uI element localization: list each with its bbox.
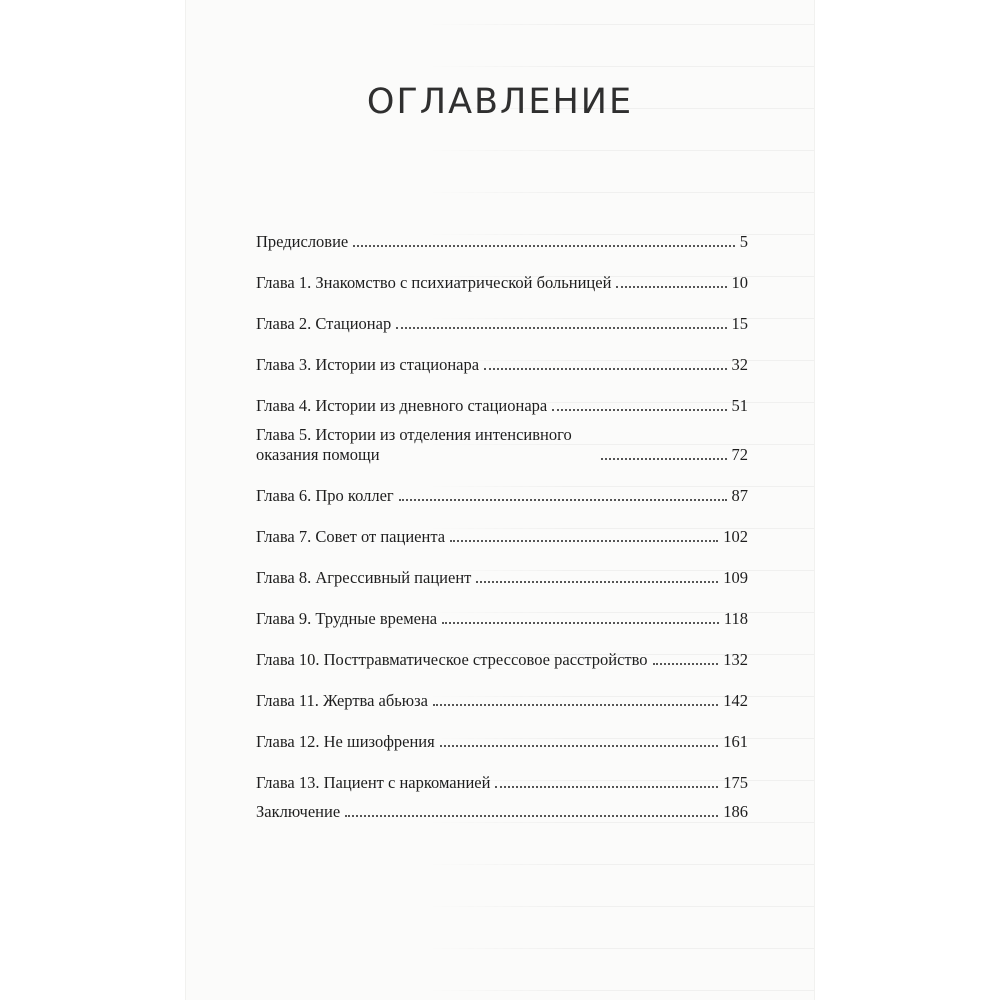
table-of-contents [256,232,748,843]
toc-entry-page: 102 [723,527,748,546]
toc-entry-chapter-13 [256,773,748,793]
dot-leader [433,704,718,706]
dot-leader [476,581,718,583]
toc-entry-page: 51 [731,396,748,415]
toc-entry-page: 5 [739,232,748,251]
toc-entry-label: Глава 4. Истории из дневного стационара [256,396,548,415]
dot-leader [450,540,718,542]
toc-entry-label: Глава 1. Знакомство с психиатрической больницей [256,273,612,292]
toc-entry-label: Глава 9. Трудные времена [256,609,438,628]
toc-entry-page: 10 [731,273,748,292]
toc-entry-label: Глава 2. Стационар [256,314,392,333]
toc-entry-chapter-9 [256,609,748,629]
dot-leader [484,368,726,370]
book-page [186,0,814,1000]
toc-entry-page: 87 [731,486,748,505]
dot-leader [616,286,726,288]
dot-leader [440,745,719,747]
toc-entry-label: Глава 11. Жертва абьюза [256,691,428,710]
toc-entry-label: Глава 6. Про коллег [256,486,394,505]
toc-entry-conclusion [256,802,748,822]
dot-leader [396,327,726,329]
toc-entry-page: 161 [723,732,748,751]
toc-entry-label: Глава 10. Посттравматическое стрессовое расстройство [256,650,648,669]
toc-entry-label: Глава 3. Истории из стационара [256,355,480,374]
toc-entry-chapter-5 [256,425,748,465]
toc-entry-page: 175 [723,773,748,792]
toc-entry-page: 142 [723,691,748,710]
toc-entry-chapter-11 [256,691,748,711]
toc-entry-chapter-4 [256,396,748,416]
toc-entry-page: 32 [731,355,748,374]
toc-entry-label: Глава 7. Совет от пациента [256,527,446,546]
dot-leader [552,409,726,411]
toc-entry-label: Глава 5. Истории из отделения интенсивного оказания помощи [256,425,572,464]
toc-entry-preface [256,232,748,252]
dot-leader [495,786,718,788]
dot-leader [345,815,718,817]
toc-entry-page: 132 [723,650,748,669]
dot-leader [653,663,719,665]
toc-entry-chapter-12 [256,732,748,752]
toc-entry-chapter-10 [256,650,748,670]
toc-entry-page: 118 [723,609,748,628]
toc-entry-label: Заключение [256,802,341,821]
toc-entry-chapter-2 [256,314,748,334]
toc-entry-label: Глава 8. Агрессивный пациент [256,568,472,587]
toc-entry-chapter-3 [256,355,748,375]
toc-entry-page: 186 [723,802,748,821]
toc-entry-chapter-7 [256,527,748,547]
toc-entry-page: 109 [723,568,748,587]
toc-entry-chapter-8 [256,568,748,588]
toc-entry-label: Глава 13. Пациент с наркоманией [256,773,491,792]
toc-entry-page: 15 [731,314,748,333]
toc-entry-page: 72 [731,445,748,464]
page-title: ОГЛАВЛЕНИЕ [366,82,634,122]
toc-entry-label: Предисловие [256,232,349,251]
toc-entry-label: Глава 12. Не шизофрения [256,732,435,751]
toc-entry-chapter-6 [256,486,748,506]
toc-entry-chapter-1 [256,273,748,293]
dot-leader [601,458,727,460]
dot-leader [399,499,727,501]
dot-leader [442,622,719,624]
dot-leader [353,245,735,247]
